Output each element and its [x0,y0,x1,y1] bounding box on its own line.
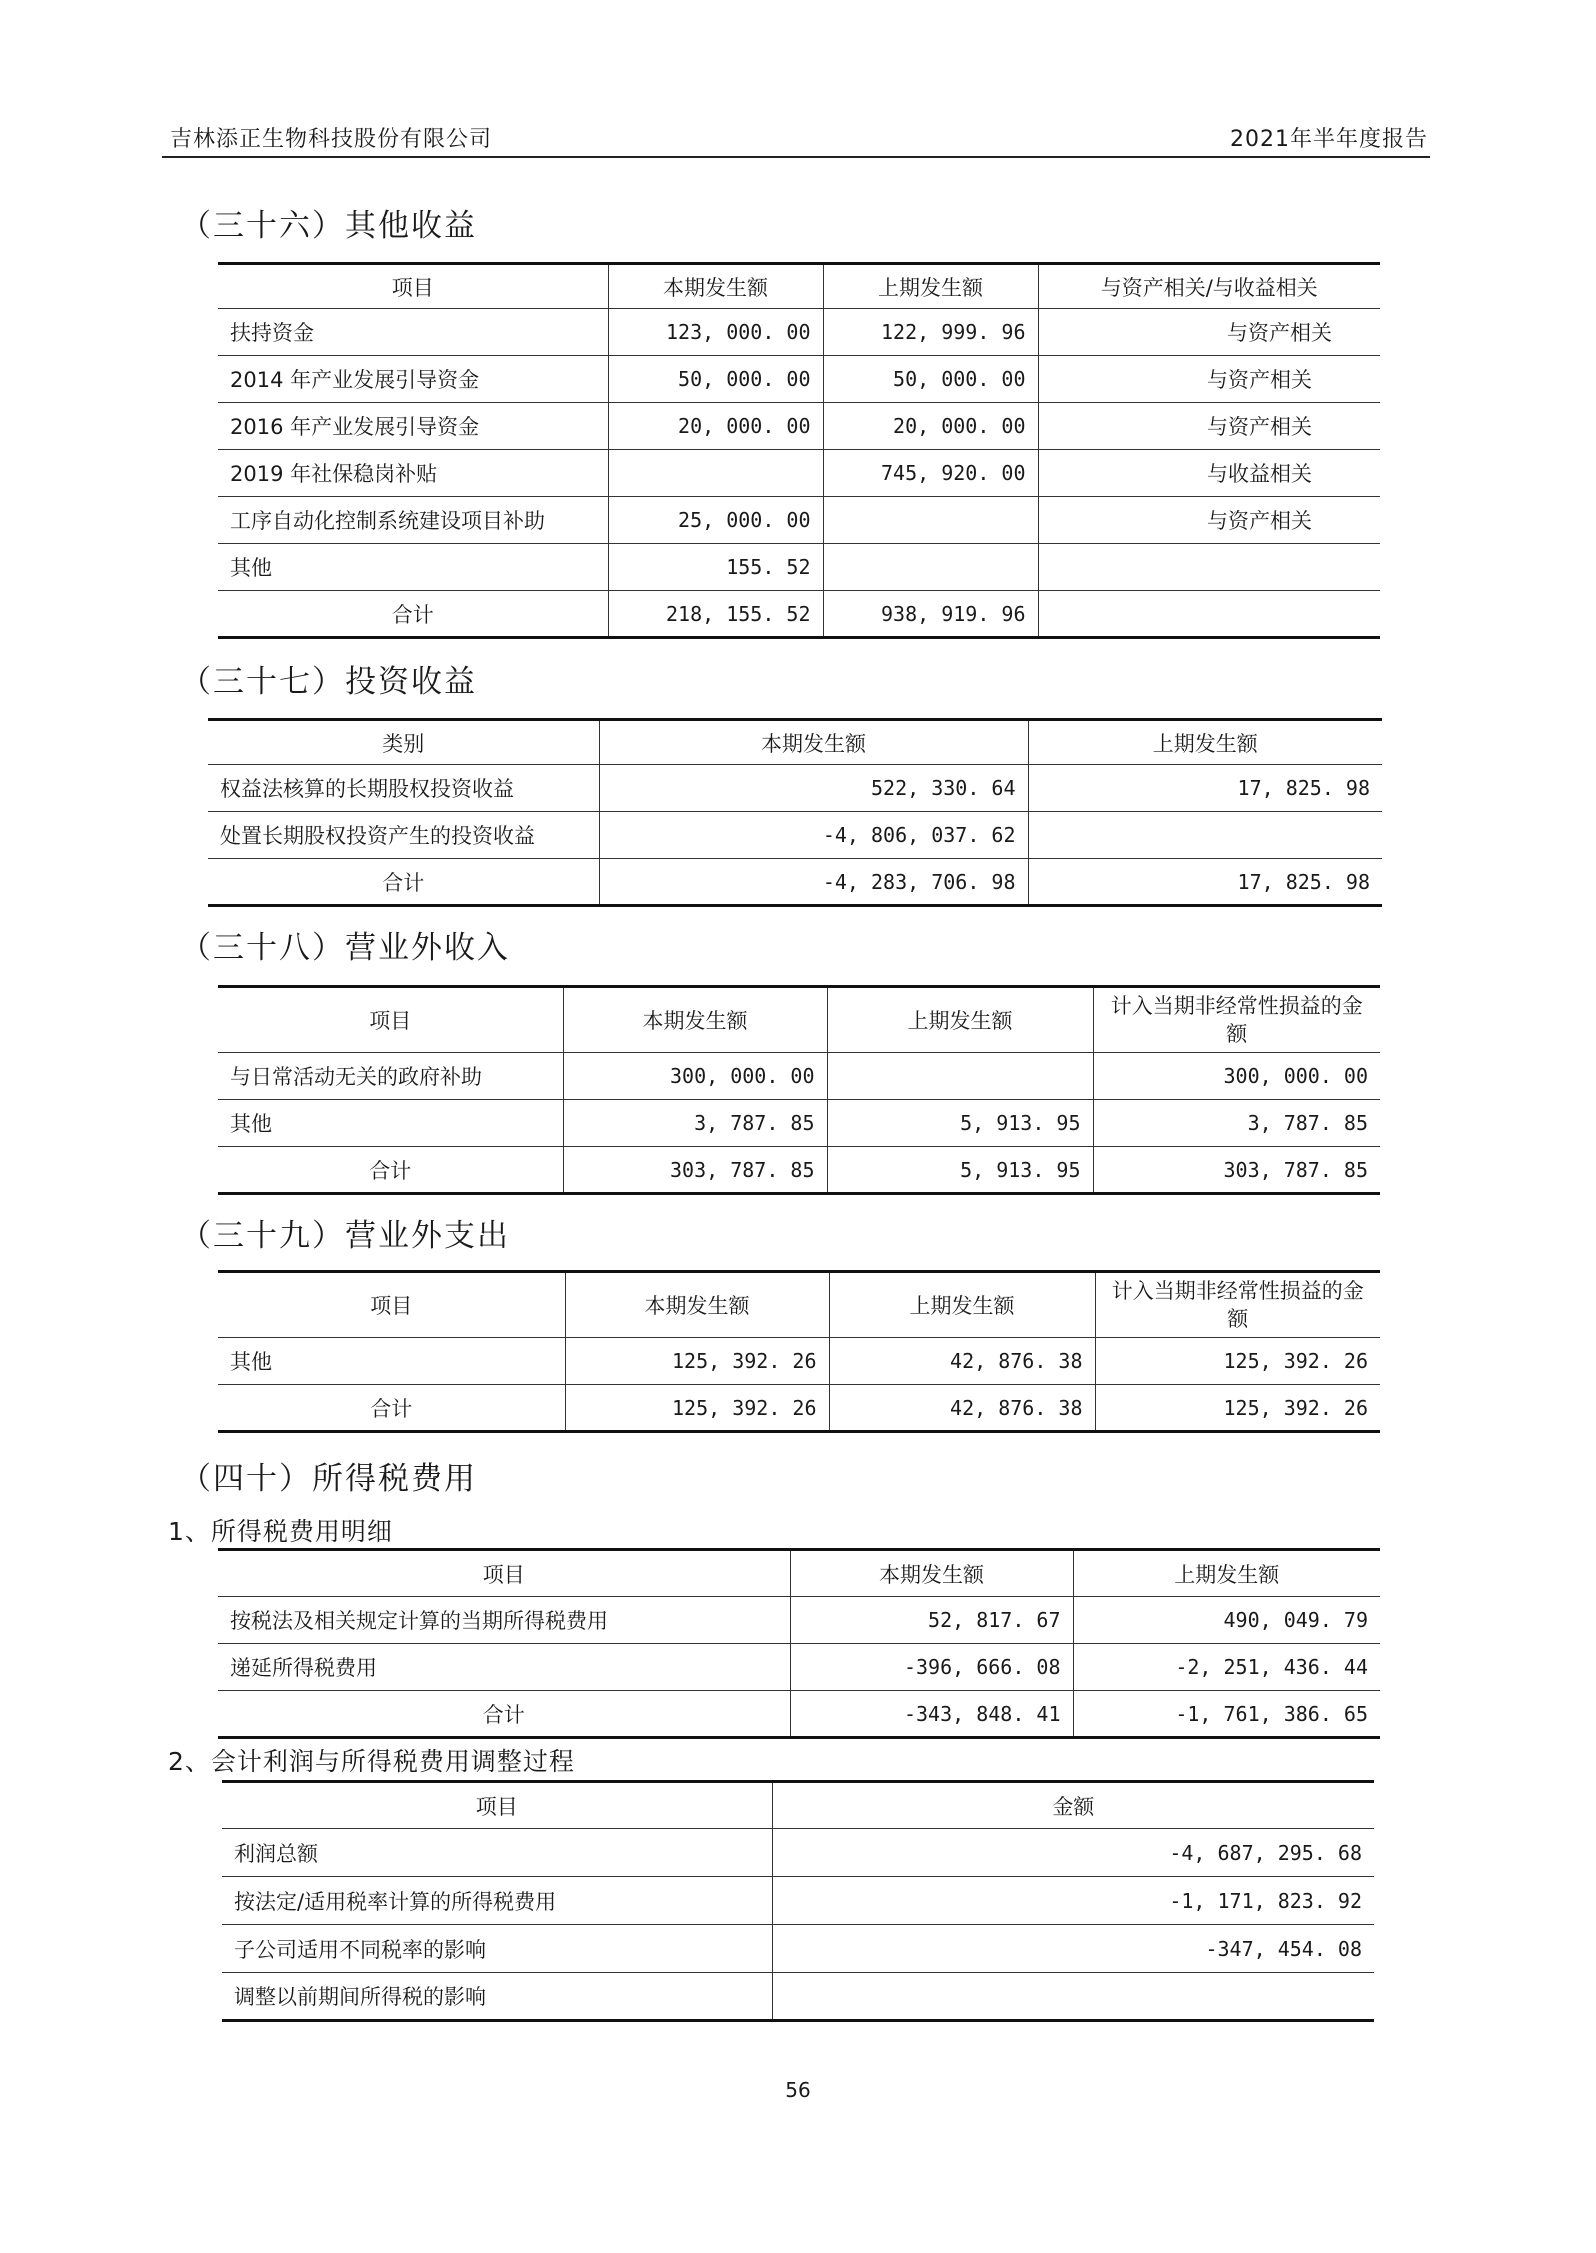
table-total-row [218,591,1380,638]
relation-type: 与收益相关 [1038,450,1380,497]
table-row [218,1338,1380,1385]
prior-amount: 42, 876. 38 [829,1385,1095,1432]
prior-amount: 17, 825. 98 [1028,765,1382,812]
header-cell: 计入当期非经常性损益的金额 [1095,1272,1380,1338]
table-row [218,1597,1380,1644]
row-label: 按税法及相关规定计算的当期所得税费用 [218,1597,790,1644]
header-cell: 上期发生额 [823,264,1038,309]
current-amount: 125, 392. 26 [565,1385,829,1432]
header-cell: 项目 [218,264,608,309]
row-label: 扶持资金 [218,309,608,356]
prior-amount: 5, 913. 95 [827,1100,1093,1147]
table-row [218,1053,1380,1100]
prior-amount: -2, 251, 436. 44 [1073,1644,1380,1691]
table-investment-income [208,718,1382,907]
header-cell: 项目 [218,987,563,1053]
table-row [218,309,1380,356]
table-header-row [218,264,1380,309]
current-amount [608,450,823,497]
row-label: 2019 年社保稳岗补贴 [218,450,608,497]
company-name: 吉林添正生物科技股份有限公司 [170,127,493,152]
row-label: 处置长期股权投资产生的投资收益 [208,812,599,859]
non-recurring-amount: 125, 392. 26 [1095,1338,1380,1385]
table-total-row [218,1691,1380,1738]
row-label: 2014 年产业发展引导资金 [218,356,608,403]
table-row [208,812,1382,859]
subsection-title-tax-detail: 1、所得税费用明细 [168,1517,393,1546]
current-amount: -4, 806, 037. 62 [599,812,1028,859]
current-amount: 20, 000. 00 [608,403,823,450]
non-recurring-amount: 300, 000. 00 [1093,1053,1380,1100]
header-cell: 项目 [222,1782,772,1829]
subsection-title-tax-reconciliation: 2、会计利润与所得税费用调整过程 [168,1747,575,1776]
row-label: 工序自动化控制系统建设项目补助 [218,497,608,544]
table-header-row [208,720,1382,765]
table-header-row [218,1272,1380,1338]
prior-amount: 42, 876. 38 [829,1338,1095,1385]
section-title-non-operating-income: （三十八）营业外收入 [180,930,510,966]
table-row [222,1973,1374,2021]
table-row [218,544,1380,591]
section-title-non-operating-expense: （三十九）营业外支出 [180,1218,510,1254]
current-amount: 218, 155. 52 [608,591,823,638]
total-label: 合计 [218,1385,565,1432]
table-row [218,356,1380,403]
prior-amount: 938, 919. 96 [823,591,1038,638]
amount: -4, 687, 295. 68 [772,1829,1374,1877]
current-amount: 300, 000. 00 [563,1053,827,1100]
current-amount: 522, 330. 64 [599,765,1028,812]
row-label: 其他 [218,1100,563,1147]
prior-amount [823,497,1038,544]
row-label: 与日常活动无关的政府补助 [218,1053,563,1100]
current-amount: 125, 392. 26 [565,1338,829,1385]
relation-type [1038,591,1380,638]
header-cell: 上期发生额 [827,987,1093,1053]
amount: -1, 171, 823. 92 [772,1877,1374,1925]
header-cell: 计入当期非经常性损益的金额 [1093,987,1380,1053]
non-recurring-amount: 3, 787. 85 [1093,1100,1380,1147]
row-label: 2016 年产业发展引导资金 [218,403,608,450]
table-total-row [218,1385,1380,1432]
current-amount: -4, 283, 706. 98 [599,859,1028,906]
table-row [222,1925,1374,1973]
table-non-operating-income [218,985,1380,1195]
header-cell: 本期发生额 [790,1550,1073,1597]
table-non-operating-expense [218,1270,1380,1433]
row-label: 其他 [218,544,608,591]
prior-amount: 122, 999. 96 [823,309,1038,356]
total-label: 合计 [218,591,608,638]
prior-amount [1028,812,1382,859]
current-amount: 3, 787. 85 [563,1100,827,1147]
prior-amount [823,544,1038,591]
prior-amount [827,1053,1093,1100]
current-amount: 50, 000. 00 [608,356,823,403]
table-row [218,1644,1380,1691]
relation-type: 与资产相关 [1038,356,1380,403]
current-amount: -396, 666. 08 [790,1644,1073,1691]
relation-type: 与资产相关 [1038,497,1380,544]
table-header-row [218,987,1380,1053]
relation-type: 与资产相关 [1038,309,1380,356]
table-row [222,1877,1374,1925]
header-cell: 金额 [772,1782,1374,1829]
header-cell: 上期发生额 [1073,1550,1380,1597]
header-cell: 类别 [208,720,599,765]
header-cell: 项目 [218,1550,790,1597]
table-row [218,450,1380,497]
amount: -347, 454. 08 [772,1925,1374,1973]
table-other-income [218,262,1380,639]
current-amount: 155. 52 [608,544,823,591]
table-header-row [222,1782,1374,1829]
current-amount: 25, 000. 00 [608,497,823,544]
section-title-other-income: （三十六）其他收益 [180,208,477,244]
prior-amount: 5, 913. 95 [827,1147,1093,1194]
header-cell: 与资产相关/与收益相关 [1038,264,1380,309]
prior-amount: 20, 000. 00 [823,403,1038,450]
current-amount: -343, 848. 41 [790,1691,1073,1738]
row-label: 按法定/适用税率计算的所得税费用 [222,1877,772,1925]
table-row [218,1100,1380,1147]
header-cell: 本期发生额 [565,1272,829,1338]
row-label: 权益法核算的长期股权投资收益 [208,765,599,812]
total-label: 合计 [218,1691,790,1738]
non-recurring-amount: 125, 392. 26 [1095,1385,1380,1432]
table-header-row [218,1550,1380,1597]
row-label: 子公司适用不同税率的影响 [222,1925,772,1973]
total-label: 合计 [218,1147,563,1194]
section-title-income-tax: （四十）所得税费用 [180,1461,477,1497]
prior-amount: 490, 049. 79 [1073,1597,1380,1644]
table-total-row [218,1147,1380,1194]
header-cell: 本期发生额 [563,987,827,1053]
header-cell: 上期发生额 [1028,720,1382,765]
amount [772,1973,1374,2021]
section-title-investment-income: （三十七）投资收益 [180,664,477,700]
current-amount: 303, 787. 85 [563,1147,827,1194]
header-divider [162,156,1430,158]
row-label: 其他 [218,1338,565,1385]
row-label: 递延所得税费用 [218,1644,790,1691]
header-cell: 项目 [218,1272,565,1338]
table-row [222,1829,1374,1877]
page-number: 56 [785,2078,811,2102]
prior-amount: 50, 000. 00 [823,356,1038,403]
table-row [208,765,1382,812]
non-recurring-amount: 303, 787. 85 [1093,1147,1380,1194]
prior-amount: 17, 825. 98 [1028,859,1382,906]
table-total-row [208,859,1382,906]
row-label: 调整以前期间所得税的影响 [222,1973,772,2021]
header-cell: 上期发生额 [829,1272,1095,1338]
prior-amount: 745, 920. 00 [823,450,1038,497]
relation-type: 与资产相关 [1038,403,1380,450]
current-amount: 123, 000. 00 [608,309,823,356]
table-income-tax-detail [218,1548,1380,1739]
report-title: 2021年半年度报告 [1230,127,1428,152]
current-amount: 52, 817. 67 [790,1597,1073,1644]
relation-type [1038,544,1380,591]
total-label: 合计 [208,859,599,906]
row-label: 利润总额 [222,1829,772,1877]
table-row [218,497,1380,544]
table-row [218,403,1380,450]
table-tax-reconciliation [222,1780,1374,2022]
header-cell: 本期发生额 [599,720,1028,765]
header-cell: 本期发生额 [608,264,823,309]
prior-amount: -1, 761, 386. 65 [1073,1691,1380,1738]
